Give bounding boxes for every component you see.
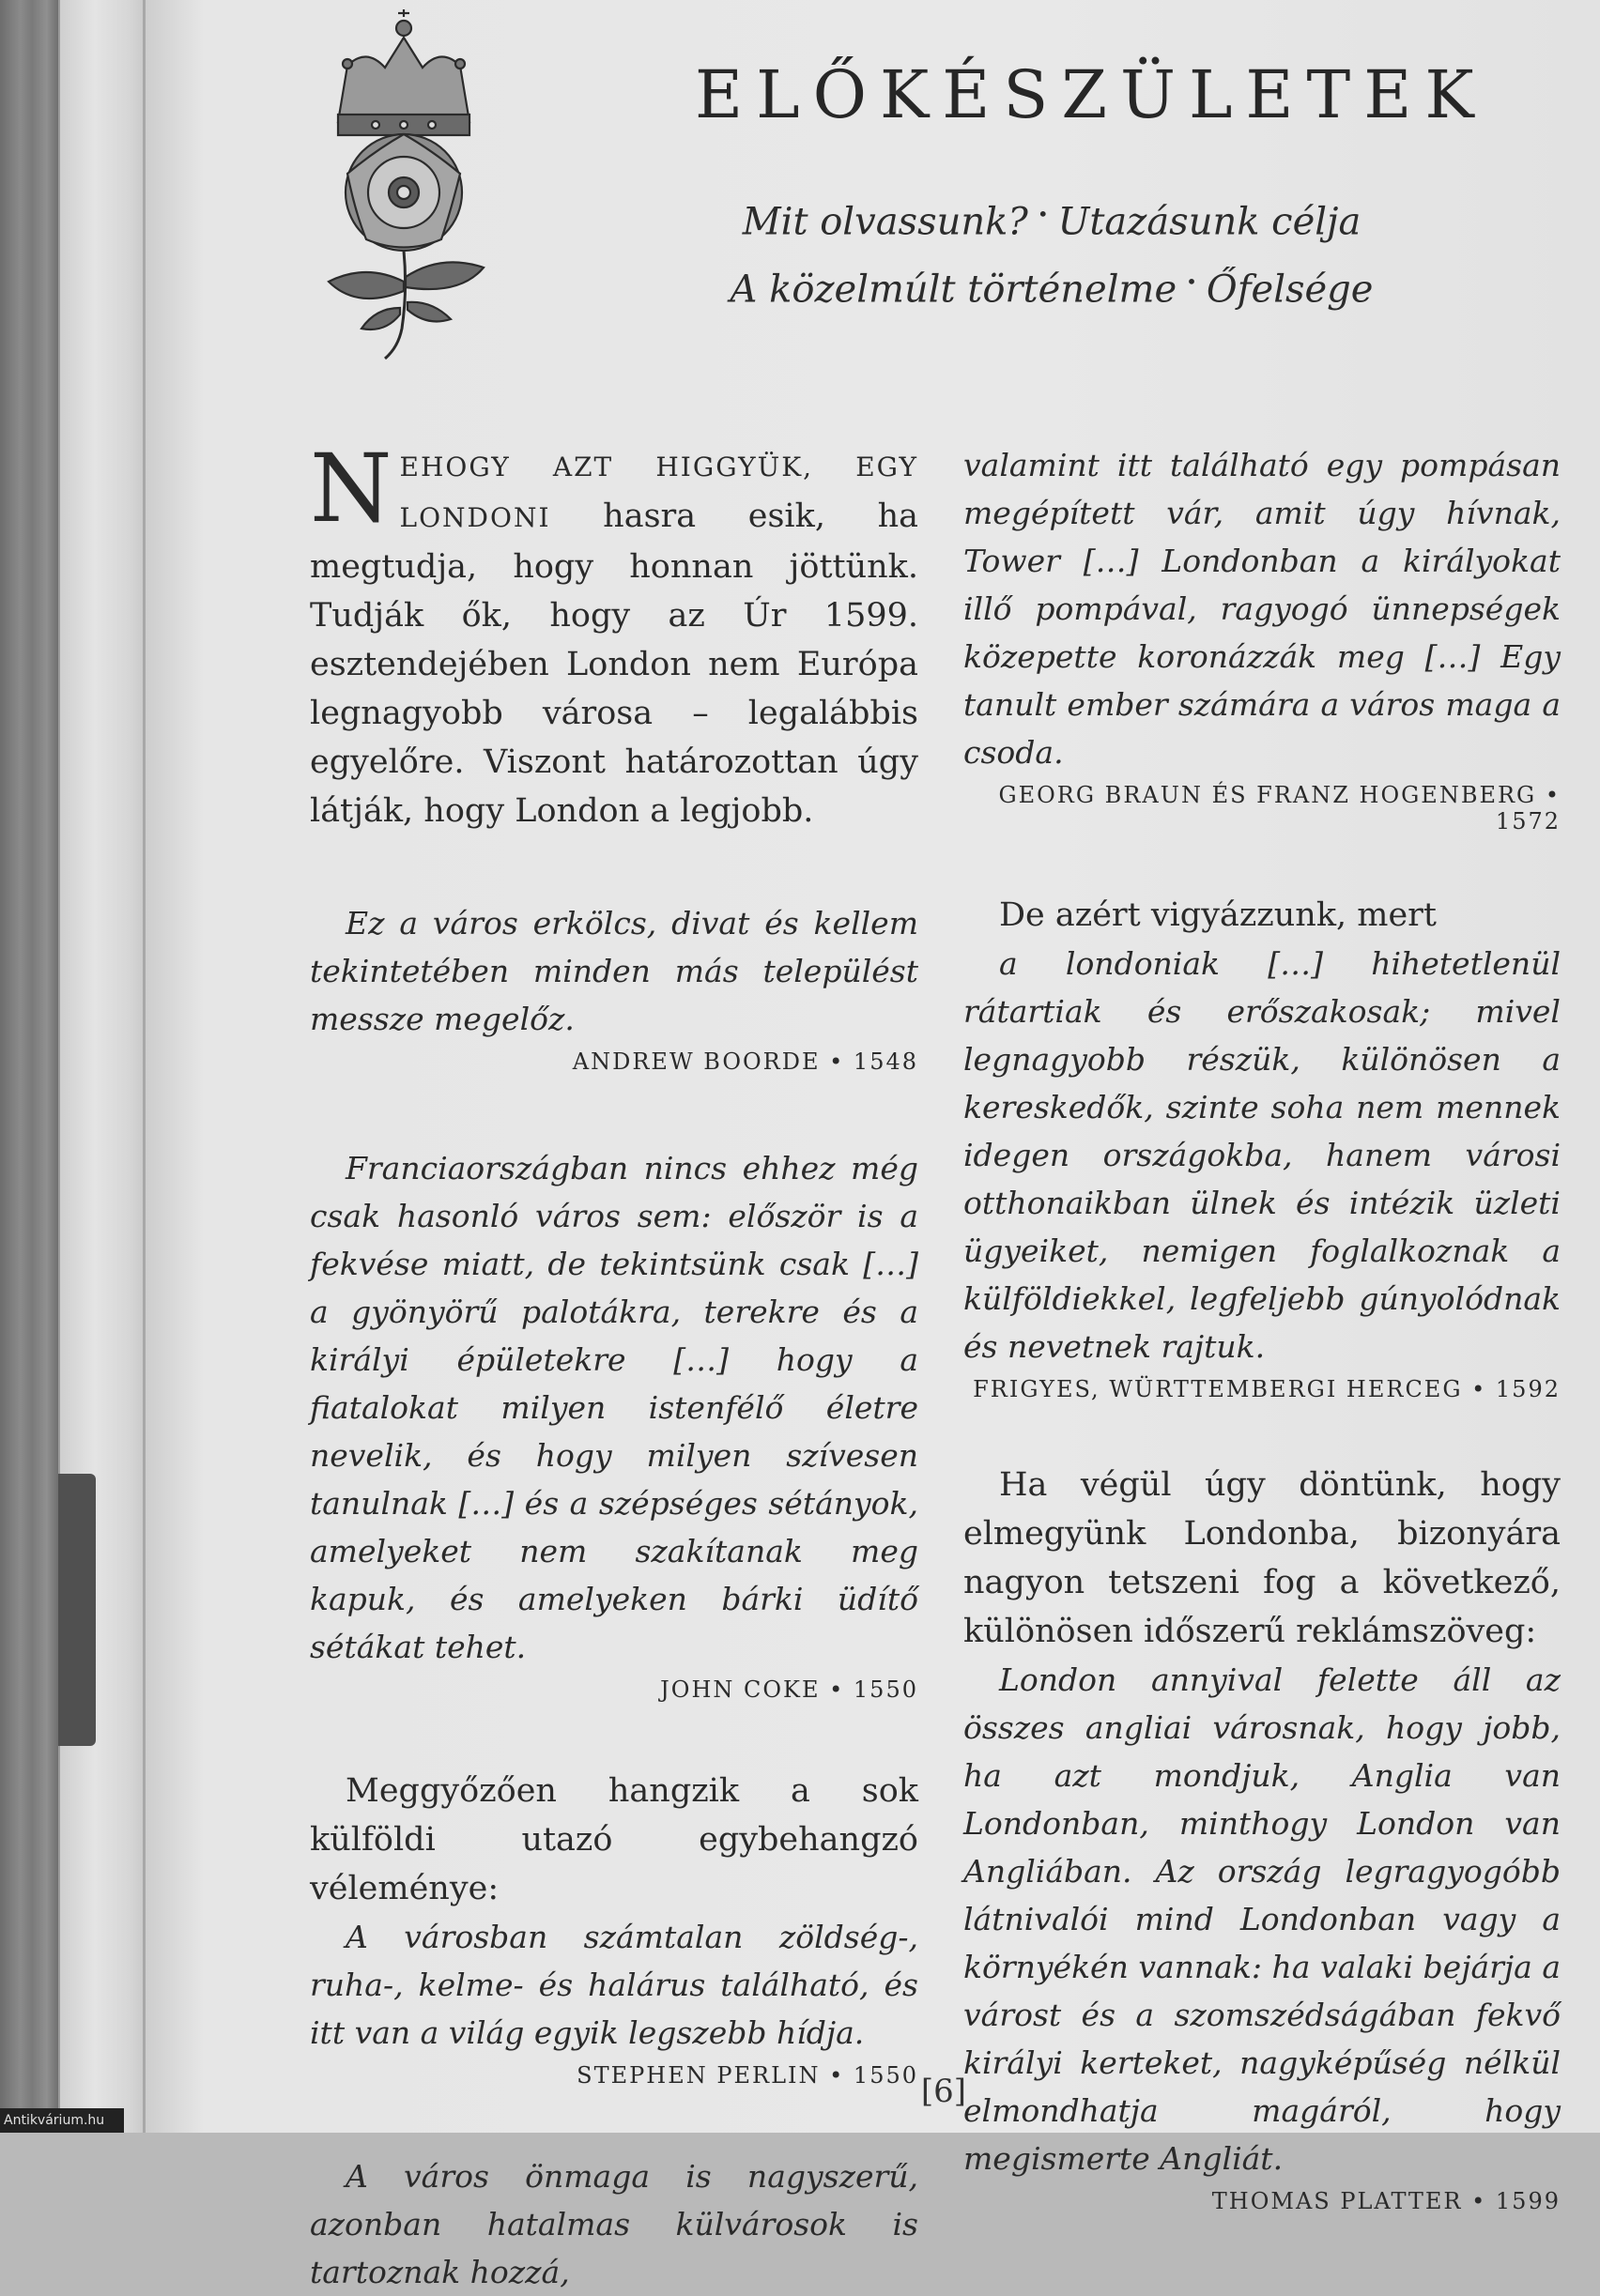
subtitle-separator: • xyxy=(1037,203,1049,225)
attribution-wurttemberg: FRIGYES, WÜRTTEMBERGI HERCEG • 1592 xyxy=(973,1376,1561,1402)
subtitle-topic-3: A közelmúlt történelme xyxy=(730,268,1177,312)
subtitle-topic-4: Őfelsége xyxy=(1206,268,1374,312)
quote-platter: London annyival felette áll az összes angliai városnak, hogy jobb, ha azt mondjuk, Anglia van Londonban, minthogy London van Angliában. Az ország legragyogóbb látnivalói mind Londonban vagy a környékén vannak: ha valaki bejárja a várost és a szomszédságában fekvő királyi kerteket, nagyképűség nélkül elmondhatja magáról, hogy megismerte Angliát. xyxy=(963,1661,1561,2177)
tudor-rose-crown-icon xyxy=(310,9,498,366)
quote-braun-start: A város önmaga is nagyszerű, azonban hatalmas külvárosok is tartoznak hozzá, xyxy=(310,2158,918,2290)
page-number: [6] xyxy=(920,2073,967,2110)
attribution-boorde: ANDREW BOORDE • 1548 xyxy=(572,1049,918,1075)
chapter-subtitle xyxy=(723,184,1380,320)
intro-lead-smallcaps: EHOGY AZT HIGGYÜK, EGY LONDONI xyxy=(399,452,918,533)
attribution-perlin: STEPHEN PERLIN • 1550 xyxy=(577,2062,918,2089)
intro-paragraph xyxy=(310,434,918,835)
right-column xyxy=(963,441,1561,2214)
wood-background xyxy=(0,0,58,2133)
subtitle-line-2 xyxy=(723,252,1380,319)
attribution-coke: JOHN COKE • 1550 xyxy=(660,1676,918,1703)
bookmark-tab xyxy=(58,1474,96,1746)
paragraph-caution: De azért vigyázzunk, mert xyxy=(999,896,1437,934)
quote-braun-continued: valamint itt található egy pompásan megépített vár, amit úgy hívnak, Tower […] Londonban a királyokat illő pompával, ragyogó ünnepségek közepette koronázzák meg […] Egy tanult ember számára a város maga a csoda. xyxy=(963,447,1561,771)
watermark: Antikvárium.hu xyxy=(0,2108,124,2133)
attribution-platter: THOMAS PLATTER • 1599 xyxy=(1211,2188,1561,2214)
attribution-braun-hogenberg: GEORG BRAUN ÉS FRANZ HOGENBERG • 1572 xyxy=(998,782,1561,834)
page-title: ELŐKÉSZÜLETEK xyxy=(695,56,1487,133)
subtitle-topic-2: Utazásunk célja xyxy=(1057,200,1362,244)
quote-boorde: Ez a város erkölcs, divat és kellem tekintetében minden más települést messze megelőz. xyxy=(310,905,918,1037)
paragraph-opinions: Meggyőzően hangzik a sok külföldi utazó egybehangzó véleménye: xyxy=(310,1772,918,1907)
page-edge xyxy=(58,0,146,2133)
subtitle-separator: • xyxy=(1186,270,1197,294)
intro-body: hasra esik, ha megtudja, hogy honnan jöttünk. Tudják ők, hogy az Úr 1599. esztendejében London nem Európa legnagyobb városa – legalábbis egyelőre. Viszont határozottan úgy látják, hogy London a legjobb. xyxy=(310,497,918,830)
drop-cap: N xyxy=(310,434,392,543)
subtitle-topic-1: Mit olvassunk? xyxy=(742,200,1028,244)
subtitle-line-1 xyxy=(723,184,1380,252)
quote-wurttemberg: a londoniak […] hihetetlenül rátartiak és erőszakosak; mivel legnagyobb részük, különösen a kereskedők, szinte soha nem mennek idegen országokba, hanem városi otthonaikban ülnek és intézik üzleti ügyeiket, nemigen foglalkoznak a külföldiekkel, legfeljebb gúnyolódnak és nevetnek rajtuk. xyxy=(963,945,1561,1365)
left-column xyxy=(310,434,918,2296)
paragraph-decision: Ha végül úgy döntünk, hogy elmegyünk Londonba, bizonyára nagyon tetszeni fog a következő, különösen időszerű reklámszöveg: xyxy=(963,1466,1561,1650)
quote-coke: Franciaországban nincs ehhez még csak hasonló város sem: először is a fekvése miatt, de tekintsünk csak […] a gyönyörű palotákra, terekre és a királyi épületekre […] hogy a fiatalokat milyen istenfélő életre nevelik, és hogy milyen szívesen tanulnak […] és a szépséges sétányok, amelyeket nem szakítanak meg kapuk, és amelyeken bárki üdítő sétákat tehet. xyxy=(310,1150,918,1665)
quote-perlin: A városban számtalan zöldség-, ruha-, kelme- és halárus található, és itt van a világ egyik legszebb hídja. xyxy=(310,1919,918,2051)
